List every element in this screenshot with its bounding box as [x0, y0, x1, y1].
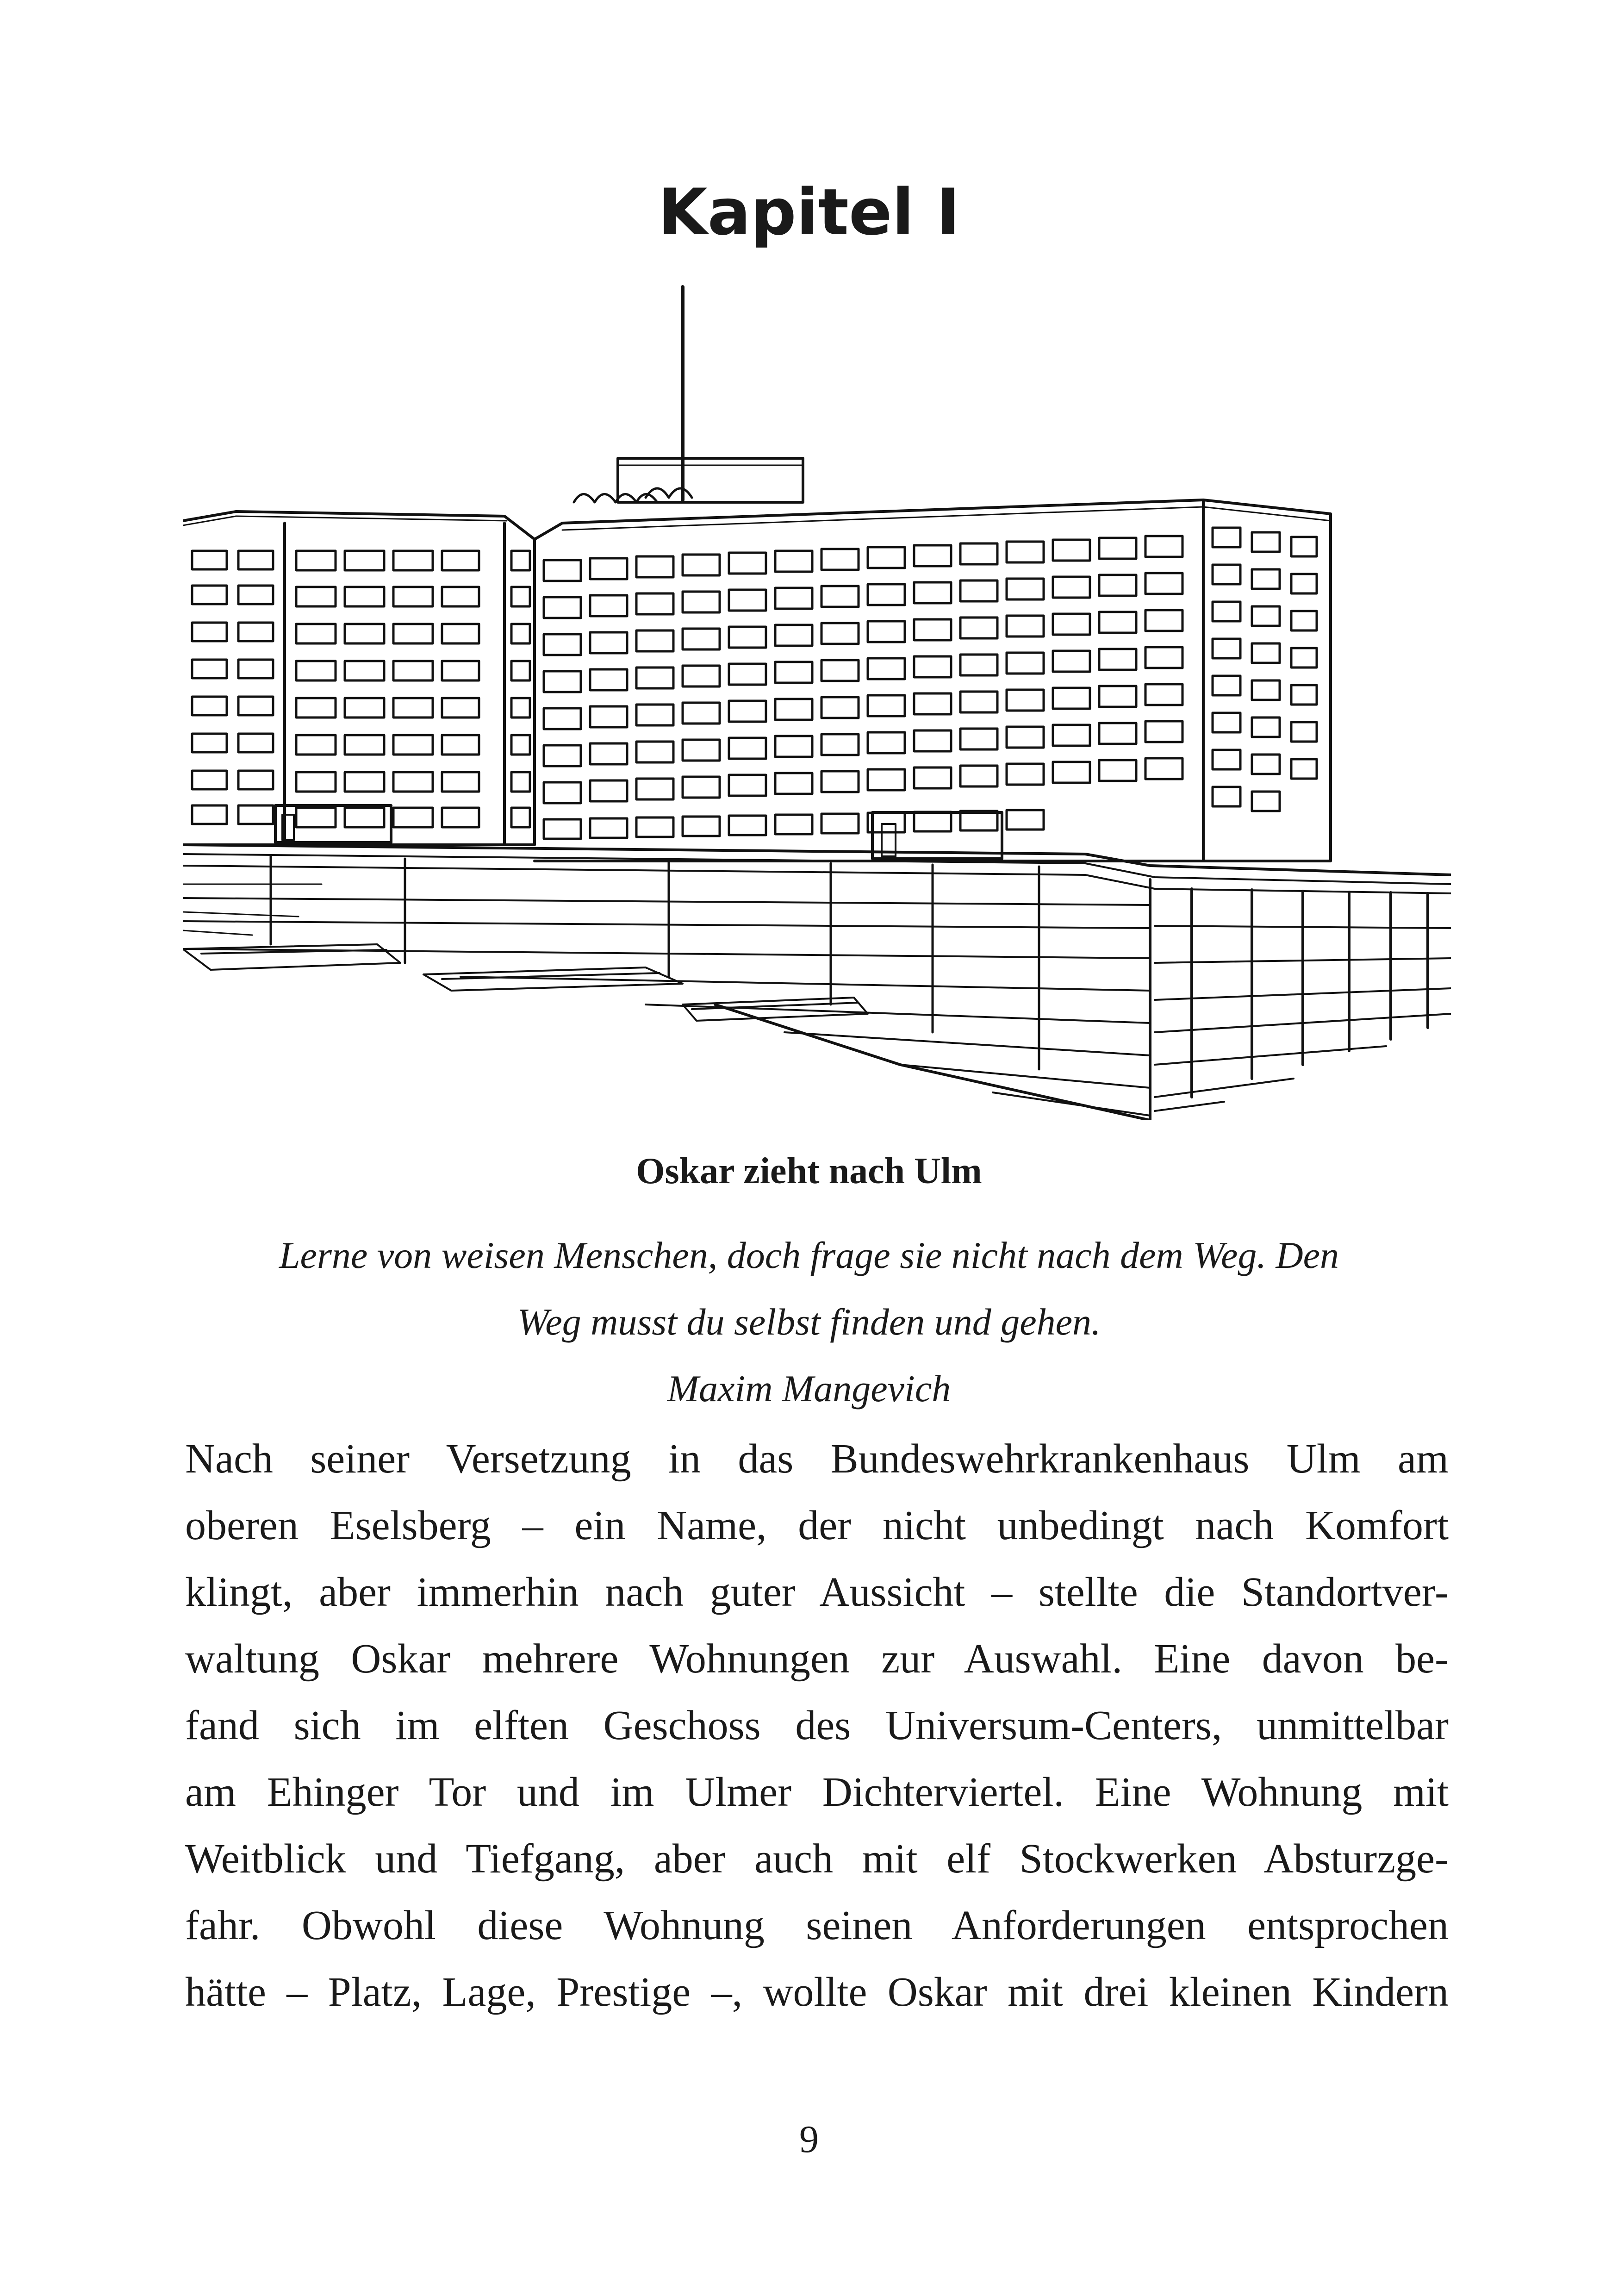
body-line: am Ehinger Tor und im Ulmer Dichterviertel. Eine Wohnung mit — [185, 1769, 1449, 1815]
body-line: waltung Oskar mehrere Wohnungen zur Auswahl. Eine davon be- — [185, 1636, 1449, 1682]
epigraph-line: Weg musst du selbst finden und gehen. — [517, 1301, 1101, 1343]
epigraph-author: Maxim Mangevich — [667, 1367, 951, 1410]
body-line: klingt, aber immerhin nach guter Aussicht – stellte die Standortver- — [185, 1569, 1449, 1615]
epigraph — [185, 1222, 1433, 1422]
chapter-title: Kapitel I — [658, 175, 960, 250]
body-line: hätte – Platz, Lage, Prestige –, wollte Oskar mit drei kleinen Kindern — [185, 1969, 1449, 2015]
body-line: fand sich im elften Geschoss des Universum-Centers, unmittelbar — [185, 1703, 1449, 1748]
body-line: fahr. Obwohl diese Wohnung seinen Anforderungen entsprochen — [185, 1903, 1449, 1948]
epigraph-line: Lerne von weisen Menschen, doch frage sie nicht nach dem Weg. Den — [279, 1234, 1339, 1276]
body-line: Nach seiner Versetzung in das Bundeswehrkrankenhaus Ulm am — [185, 1436, 1449, 1482]
page-number: 9 — [799, 2118, 819, 2161]
body-line: oberen Eselsberg – ein Name, der nicht unbedingt nach Komfort — [185, 1503, 1449, 1548]
body-paragraph — [185, 1426, 1449, 2026]
section-title: Oskar zieht nach Ulm — [636, 1151, 982, 1192]
body-line: Weitblick und Tiefgang, aber auch mit elf Stockwerken Absturzge- — [185, 1836, 1449, 1882]
hospital-building-drawing-icon — [183, 282, 1451, 1120]
